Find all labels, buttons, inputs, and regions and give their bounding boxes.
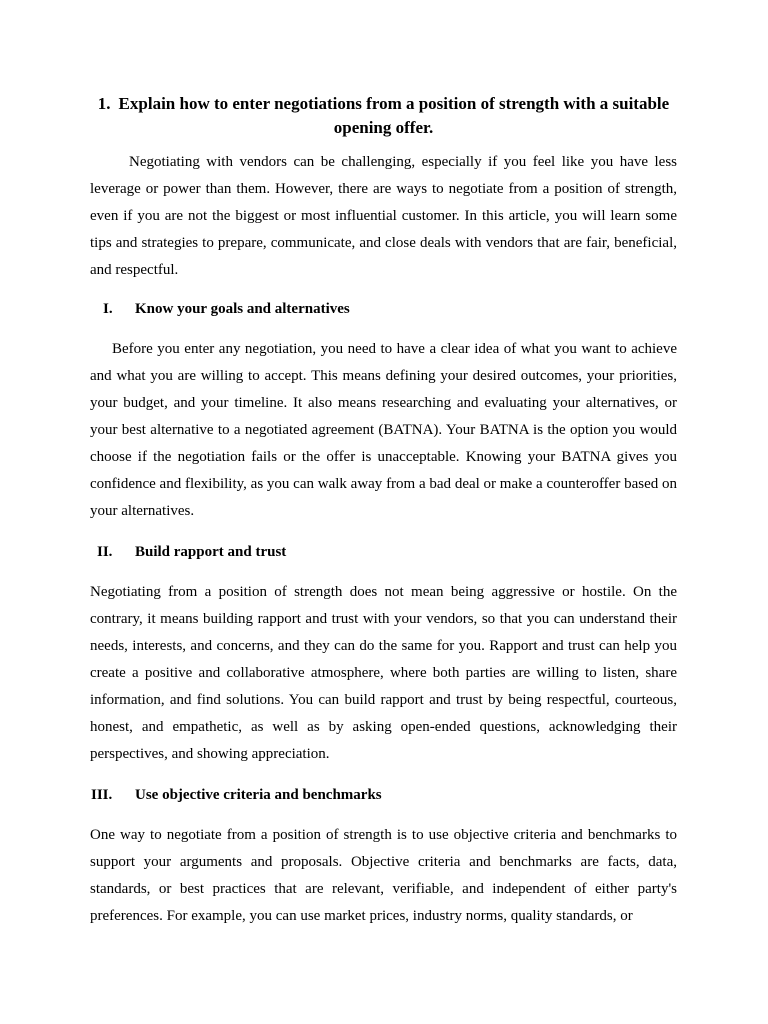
section-heading-text: Know your goals and alternatives <box>135 301 350 317</box>
section-heading-2 <box>90 542 677 562</box>
document-page <box>90 92 677 930</box>
section-paragraph-1: Before you enter any negotiation, you need to have a clear idea of what you want to achieve and what you are willing to accept. This means defining your desired outcomes, your priorities, your budget, and your timeline. It also means researching and evaluating your alternatives, or your best alternative to a negotiated agreement (BATNA). Your BATNA is the option you would choose if the negotiation fails or the offer is unacceptable. Knowing your BATNA gives you confidence and flexibility, as you can walk away from a bad deal or make a counteroffer based on your alternatives. <box>90 341 677 519</box>
section-numeral: I. <box>103 301 113 317</box>
section-numeral: III. <box>91 787 113 803</box>
section-heading-3 <box>90 785 677 805</box>
section-numeral: II. <box>97 544 113 560</box>
title-text: Explain how to enter negotiations from a position of strength with a suitable opening offer. <box>118 94 670 137</box>
section-heading-text: Build rapport and trust <box>135 544 287 560</box>
section-heading-1 <box>90 299 677 319</box>
document-title <box>90 92 677 140</box>
section-heading-text: Use objective criteria and benchmarks <box>135 787 382 803</box>
section-paragraph-2: Negotiating from a position of strength does not mean being aggressive or hostile. On the contrary, it means building rapport and trust with your vendors, so that you can understand their needs, interests, and concerns, and they can do the same for you. Rapport and trust can help you create a positive and collaborative atmosphere, where both parties are willing to listen, share information, and find solutions. You can build rapport and trust by being respectful, courteous, honest, and empathetic, as well as by asking open-ended questions, acknowledging their perspectives, and showing appreciation. <box>90 584 677 762</box>
intro-paragraph: Negotiating with vendors can be challenging, especially if you feel like you have less leverage or power than them. However, there are ways to negotiate from a position of strength, even if you are not the biggest or most influential customer. In this article, you will learn some tips and strategies to prepare, communicate, and close deals with vendors that are fair, beneficial, and respectful. <box>90 154 677 278</box>
section-paragraph-3: One way to negotiate from a position of strength is to use objective criteria and benchmarks to support your arguments and proposals. Objective criteria and benchmarks are facts, data, standards, or best practices that are relevant, verifiable, and independent of either party's preferences. For example, you can use market prices, industry norms, quality standards, or <box>90 827 677 924</box>
title-number: 1. <box>97 94 111 113</box>
